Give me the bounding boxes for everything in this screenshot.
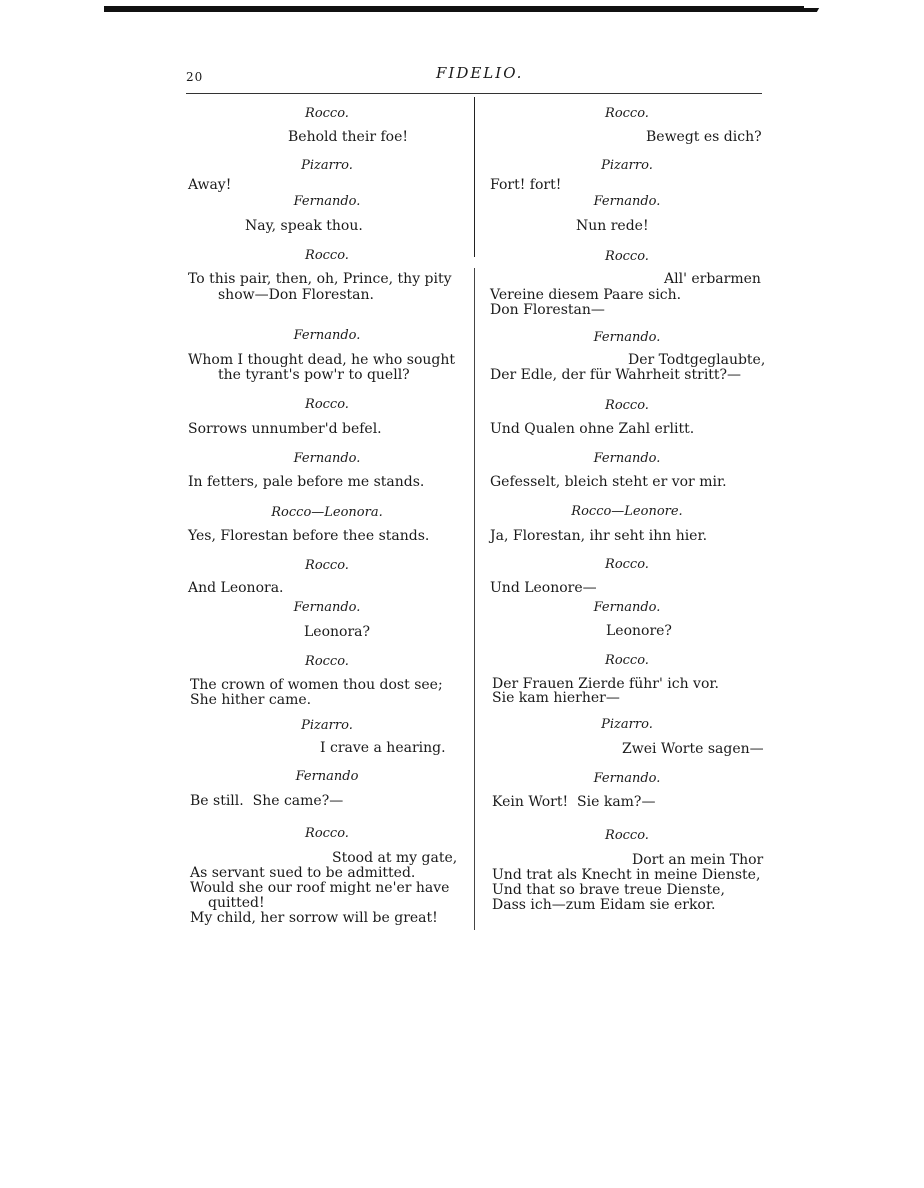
speaker-label: Fernando.: [593, 771, 661, 786]
dialogue-line: Und Qualen ohne Zahl erlitt.: [490, 421, 695, 437]
dialogue-line: Don Florestan—: [490, 302, 605, 318]
dialogue-line: Leonore?: [606, 623, 672, 639]
running-title: FIDELIO.: [436, 64, 524, 82]
dialogue-line: To this pair, then, oh, Prince, thy pity: [188, 271, 452, 287]
dialogue-line: Away!: [188, 177, 232, 193]
speaker-label: Fernando.: [293, 600, 361, 615]
speaker-label: Fernando.: [293, 451, 361, 466]
speaker-label: Pizarro.: [601, 158, 653, 173]
dialogue-line: All' erbarmen: [664, 271, 761, 287]
dialogue-line: Be still. She came?—: [190, 793, 344, 809]
dialogue-line: The crown of women thou dost see;: [190, 677, 443, 693]
speaker-label: Fernando.: [293, 194, 361, 209]
speaker-label: Rocco.: [605, 828, 649, 843]
dialogue-line: In fetters, pale before me stands.: [188, 474, 425, 490]
header-rule: [186, 93, 762, 94]
column-divider: [474, 97, 475, 257]
dialogue-line: Sorrows unnumber'd befel.: [188, 421, 382, 437]
dialogue-line: Fort! fort!: [490, 177, 562, 193]
dialogue-line: Der Todtgeglaubte,: [628, 352, 766, 368]
dialogue-line: I crave a hearing.: [320, 740, 446, 756]
dialogue-line: Der Edle, der für Wahrheit stritt?—: [490, 367, 742, 383]
speaker-label: Fernando.: [293, 328, 361, 343]
dialogue-line: Nun rede!: [576, 218, 649, 234]
top-border-flourish: [799, 8, 819, 12]
dialogue-line: Behold their foe!: [288, 129, 408, 145]
dialogue-line: Nay, speak thou.: [245, 218, 363, 234]
speaker-label: Rocco.: [305, 106, 349, 121]
dialogue-line: My child, her sorrow will be great!: [190, 910, 438, 926]
page-number: 20: [186, 70, 204, 84]
dialogue-line: Vereine diesem Paare sich.: [490, 287, 682, 303]
top-border-rule: [104, 6, 804, 12]
dialogue-line: Der Frauen Zierde führ' ich vor.: [492, 676, 719, 692]
speaker-label: Rocco.: [305, 826, 349, 841]
speaker-label: Rocco.: [605, 106, 649, 121]
dialogue-line: the tyrant's pow'r to quell?: [218, 367, 410, 383]
speaker-label: Pizarro.: [301, 158, 353, 173]
dialogue-line: As servant sued to be admitted.: [190, 865, 416, 881]
speaker-label: Rocco—Leonora.: [271, 505, 383, 520]
dialogue-line: Whom I thought dead, he who sought: [188, 352, 456, 368]
dialogue-line: Und trat als Knecht in meine Dienste,: [492, 867, 761, 883]
dialogue-line: Stood at my gate,: [332, 850, 458, 866]
speaker-label: Pizarro.: [301, 718, 353, 733]
dialogue-line: Bewegt es dich?: [646, 129, 762, 145]
dialogue-line: Ja, Florestan, ihr seht ihn hier.: [490, 528, 708, 544]
dialogue-line: Sie kam hierher—: [492, 690, 620, 706]
speaker-label: Fernando: [295, 769, 359, 784]
dialogue-line: show—Don Florestan.: [218, 287, 374, 303]
speaker-label: Rocco.: [305, 248, 349, 263]
column-divider-lower: [474, 268, 475, 930]
dialogue-line: quitted!: [208, 895, 265, 911]
speaker-label: Fernando.: [593, 330, 661, 345]
speaker-label: Rocco.: [305, 654, 349, 669]
dialogue-line: Dass ich—zum Eidam sie erkor.: [492, 897, 716, 913]
dialogue-line: And Leonora.: [188, 580, 284, 596]
speaker-label: Rocco.: [305, 558, 349, 573]
speaker-label: Rocco—Leonore.: [571, 504, 683, 519]
dialogue-line: Yes, Florestan before thee stands.: [188, 528, 430, 544]
dialogue-line: Leonora?: [304, 624, 371, 640]
dialogue-line: Und Leonore—: [490, 580, 597, 596]
speaker-label: Rocco.: [605, 653, 649, 668]
dialogue-line: Und that so brave treue Dienste,: [492, 882, 725, 898]
speaker-label: Fernando.: [593, 451, 661, 466]
dialogue-line: Zwei Worte sagen—: [622, 741, 764, 757]
speaker-label: Fernando.: [593, 194, 661, 209]
speaker-label: Rocco.: [605, 557, 649, 572]
dialogue-line: She hither came.: [190, 692, 312, 708]
speaker-label: Rocco.: [305, 397, 349, 412]
speaker-label: Fernando.: [593, 600, 661, 615]
speaker-label: Rocco.: [605, 249, 649, 264]
dialogue-line: Dort an mein Thor: [632, 852, 764, 868]
dialogue-line: Kein Wort! Sie kam?—: [492, 794, 656, 810]
speaker-label: Rocco.: [605, 398, 649, 413]
speaker-label: Pizarro.: [601, 717, 653, 732]
dialogue-line: Gefesselt, bleich steht er vor mir.: [490, 474, 727, 490]
dialogue-line: Would she our roof might ne'er have: [190, 880, 450, 896]
